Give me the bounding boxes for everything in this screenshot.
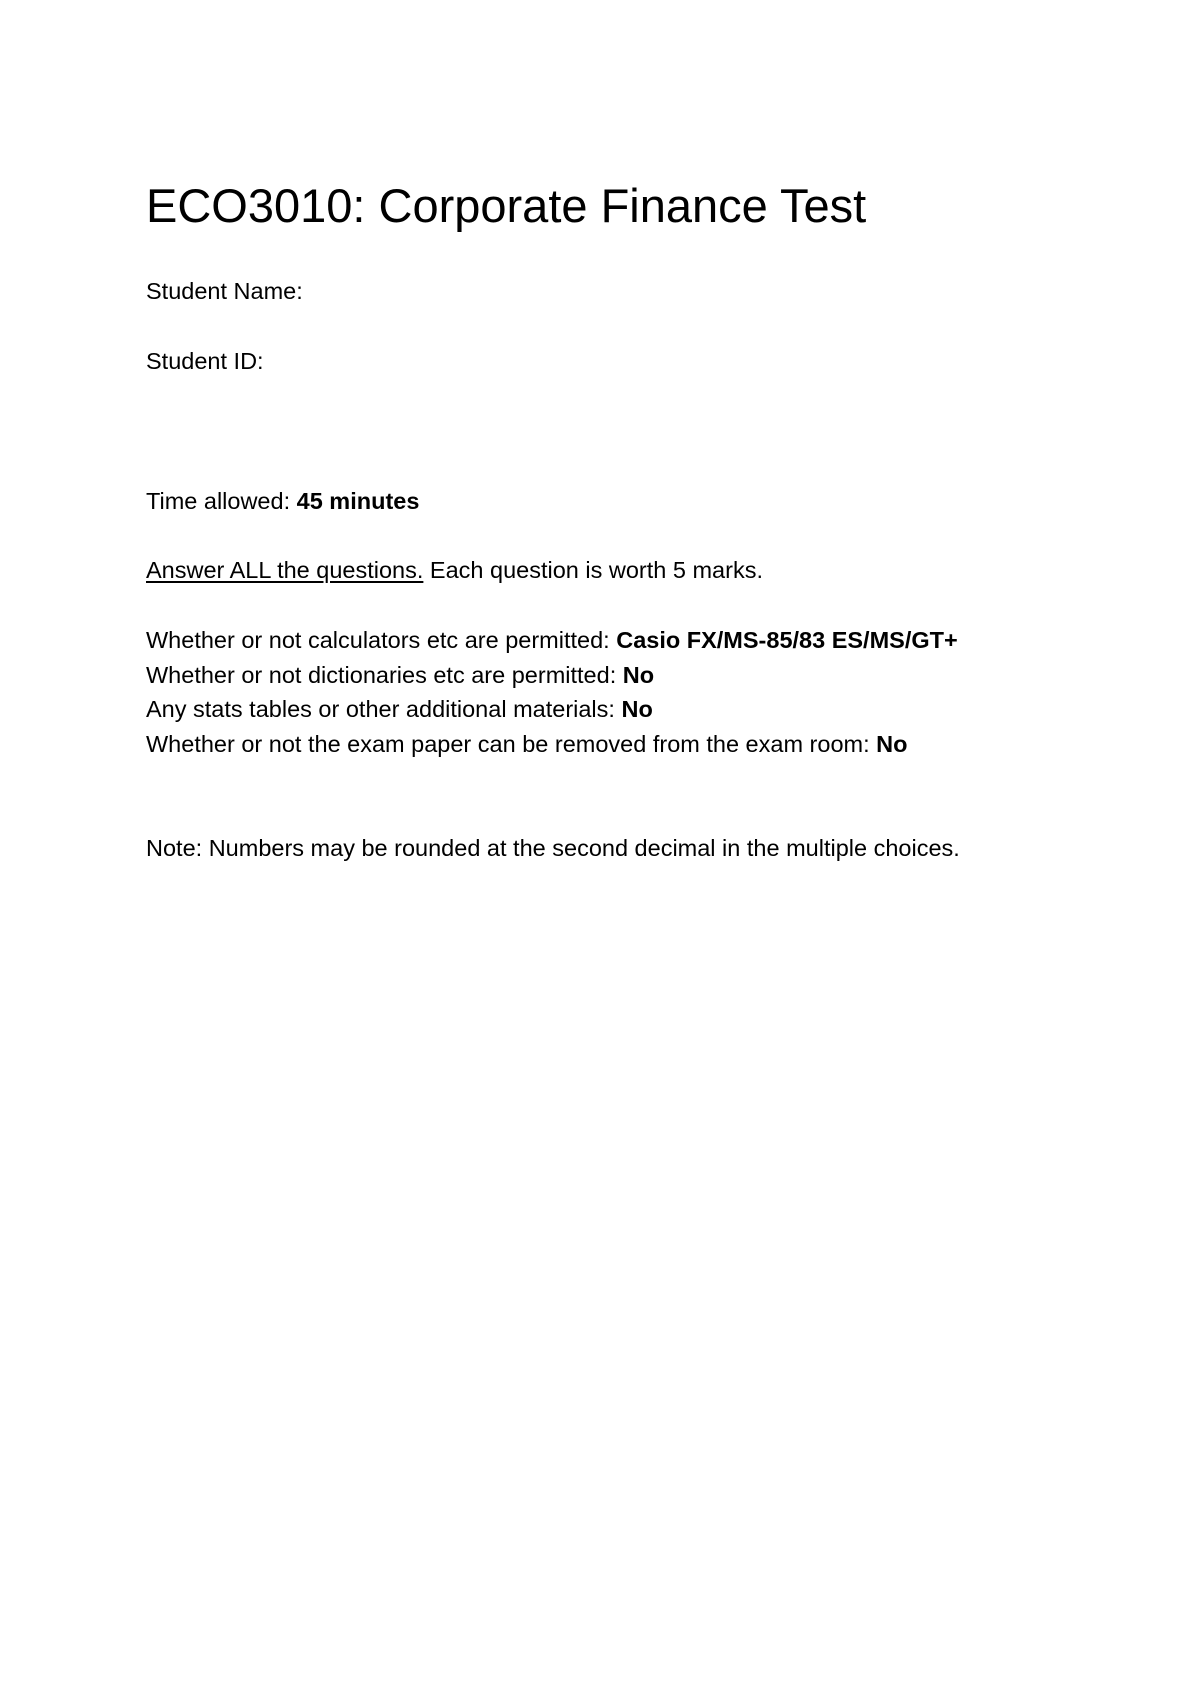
permission-value: No	[622, 662, 655, 688]
permission-paper-removal	[146, 729, 907, 759]
instructions-line	[146, 555, 763, 585]
rounding-note: Note: Numbers may be rounded at the second decimal in the multiple choices.	[146, 835, 960, 861]
time-allowed-label: Time allowed:	[146, 488, 297, 514]
permission-stats-tables	[146, 694, 653, 724]
time-allowed-value: 45 minutes	[296, 488, 420, 514]
instructions-underlined: Answer ALL the questions.	[146, 557, 424, 583]
page-title: ECO3010: Corporate Finance Test	[146, 179, 867, 232]
permission-value: Casio FX/MS-85/83 ES/MS/GT+	[616, 627, 958, 653]
time-allowed-line	[146, 486, 419, 516]
permission-dictionaries	[146, 660, 654, 690]
student-id-label: Student ID:	[146, 348, 264, 374]
permission-label: Whether or not the exam paper can be removed from the exam room:	[146, 731, 877, 757]
instructions-rest: Each question is worth 5 marks.	[423, 557, 763, 583]
permission-value: No	[621, 696, 653, 722]
permission-label: Whether or not calculators etc are permitted:	[146, 627, 617, 653]
permission-value: No	[876, 731, 908, 757]
student-name-label: Student Name:	[146, 278, 303, 304]
permission-label: Whether or not dictionaries etc are permitted:	[146, 662, 623, 688]
permission-calculators	[146, 625, 958, 655]
permission-label: Any stats tables or other additional materials:	[146, 696, 622, 722]
